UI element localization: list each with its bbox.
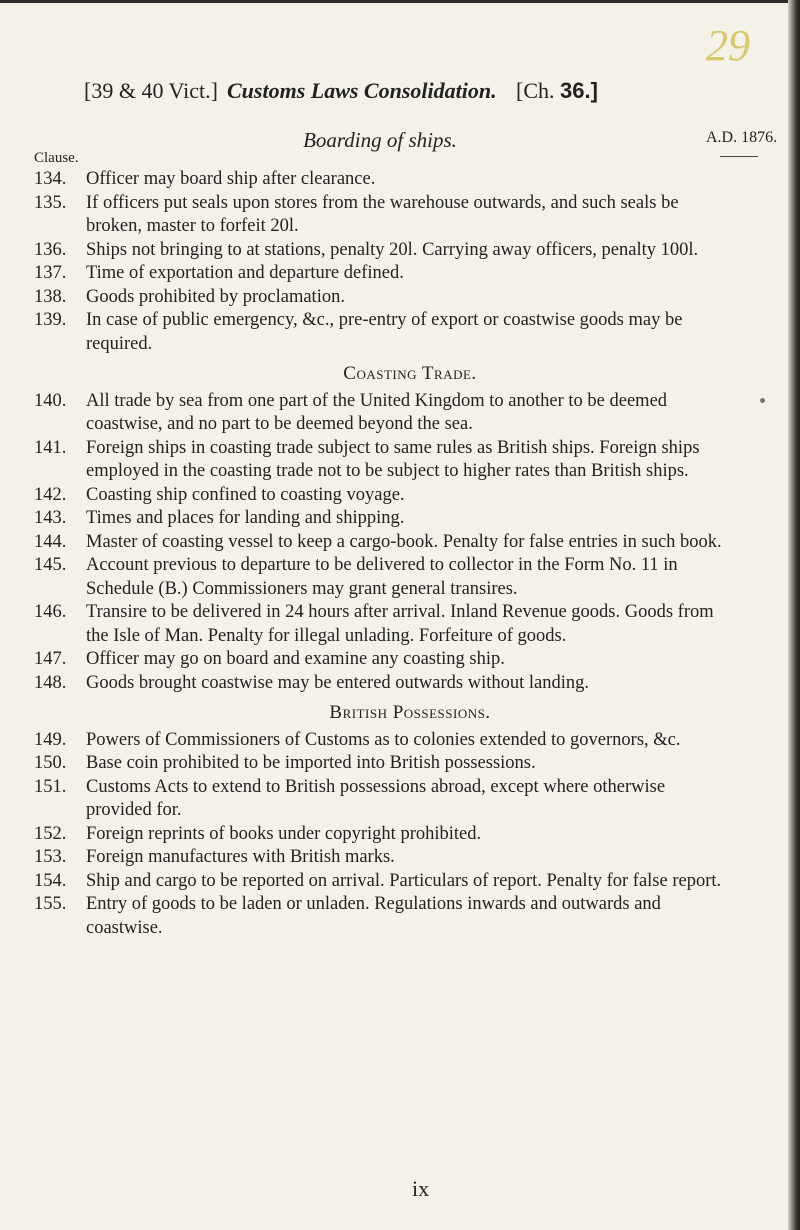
clause-number: 150. (34, 753, 67, 773)
section-heading: British Possessions. (329, 702, 491, 723)
clause-text: Foreign ships in coasting trade subject to same rules as British ships. Foreign ships employed in the coasting trade not to be subject to higher rates than British ships. (86, 437, 700, 481)
clause-text: Powers of Commissioners of Customs as to colonies extended to governors, &c. (86, 729, 681, 750)
clause-entry (34, 168, 734, 192)
clause-entry (34, 601, 734, 648)
clause-text: If officers put seals upon stores from the warehouse outwards, and such seals be broken, master to forfeit 20l. (86, 192, 679, 236)
running-header (84, 78, 744, 118)
header-chapter-prefix: [Ch. (516, 78, 555, 103)
clause-text: Foreign manufactures with British marks. (86, 847, 395, 867)
year-rule (720, 156, 758, 157)
clause-number: 139. (34, 310, 67, 330)
book-binding-edge (788, 0, 800, 1230)
clause-text: Goods prohibited by proclamation. (86, 286, 345, 307)
clause-entry (34, 672, 734, 696)
clause-text: Officer may go on board and examine any coasting ship. (86, 649, 505, 669)
clause-entry (34, 648, 734, 672)
clause-list (34, 168, 734, 940)
clause-entry (34, 729, 734, 753)
header-chapter-number: 36.] (560, 78, 598, 103)
clause-text: Ships not bringing to at stations, penalty 20l. Carrying away officers, penalty 100l. (86, 239, 699, 260)
section-title-boarding: Boarding of ships. (303, 128, 457, 152)
clause-number: 145. (34, 555, 67, 575)
page-number: ix (412, 1176, 430, 1201)
clause-text: Foreign reprints of books under copyright prohibited. (86, 823, 482, 844)
clause-column-label: Clause. (34, 150, 79, 166)
section-heading: Coasting Trade. (343, 363, 477, 384)
clause-entry (34, 893, 734, 940)
clause-number: 142. (34, 484, 67, 505)
clause-text: Base coin prohibited to be imported into British possessions. (86, 753, 536, 773)
clause-entry (34, 192, 734, 239)
clause-number: 136. (34, 239, 67, 260)
clause-number: 138. (34, 286, 67, 307)
clause-number: 154. (34, 870, 67, 891)
clause-entry (34, 531, 734, 555)
clause-entry (34, 507, 734, 531)
clause-text: Entry of goods to be laden or unladen. Regulations inwards and outwards and coastwise. (86, 894, 661, 938)
year-label: A.D. 1876. (706, 129, 778, 146)
clause-text: In case of public emergency, &c., pre-entry of export or coastwise goods may be required. (86, 310, 683, 354)
clause-text: Master of coasting vessel to keep a cargo-book. Penalty for false entries in such book. (86, 531, 722, 552)
clause-text: Time of exportation and departure defined. (86, 263, 404, 283)
clause-number: 148. (34, 672, 67, 693)
ink-speck (760, 398, 765, 403)
clause-entry (34, 752, 734, 776)
header-title: Customs Laws Consolidation. (227, 78, 497, 103)
clause-text: Customs Acts to extend to British possessions abroad, except where otherwise provided for. (86, 776, 666, 820)
top-edge-line (0, 0, 800, 3)
clause-entry (34, 239, 734, 263)
clause-number: 141. (34, 437, 67, 458)
clause-text: Ship and cargo to be reported on arrival. Particulars of report. Penalty for false report. (86, 870, 722, 891)
clause-entry (34, 484, 734, 508)
clause-number: 144. (34, 531, 67, 552)
clause-entry (34, 286, 734, 310)
clause-entry (34, 309, 734, 356)
clause-entry (34, 554, 734, 601)
clause-number: 147. (34, 649, 67, 669)
clause-number: 143. (34, 508, 67, 528)
clause-text: Times and places for landing and shipping. (86, 508, 405, 528)
clause-text: Transire to be delivered in 24 hours after arrival. Inland Revenue goods. Goods from the Isle of Man. Penalty for illegal unlading. Forfeiture of goods. (86, 602, 714, 646)
clause-text: Goods brought coastwise may be entered outwards without landing. (86, 672, 589, 693)
clause-entry (34, 437, 734, 484)
clause-text: Officer may board ship after clearance. (86, 169, 376, 189)
pencil-page-mark: 29 (706, 21, 750, 70)
clause-number: 149. (34, 729, 67, 750)
clause-entry (34, 776, 734, 823)
clause-number: 146. (34, 602, 67, 622)
clause-number: 152. (34, 823, 67, 844)
clause-text: All trade by sea from one part of the United Kingdom to another to be deemed coastwise, and no part to be deemed beyond the sea. (86, 390, 668, 434)
clause-number: 153. (34, 847, 67, 867)
clause-entry (34, 262, 734, 286)
clause-entry (34, 823, 734, 847)
clause-entry (34, 846, 734, 870)
clause-text: Coasting ship confined to coasting voyage. (86, 484, 405, 505)
header-regnal-year: [39 & 40 Vict.] (84, 78, 218, 103)
clause-number: 155. (34, 894, 67, 914)
clause-number: 140. (34, 390, 67, 411)
clause-number: 134. (34, 169, 67, 189)
clause-number: 135. (34, 192, 67, 213)
clause-entry (34, 870, 734, 894)
header-chapter (516, 78, 598, 104)
clause-number: 151. (34, 776, 67, 797)
clause-number: 137. (34, 263, 67, 283)
clause-entry (34, 390, 734, 437)
clause-text: Account previous to departure to be delivered to collector in the Form No. 11 in Schedule (B.) Commissioners may grant general transires. (86, 555, 678, 599)
